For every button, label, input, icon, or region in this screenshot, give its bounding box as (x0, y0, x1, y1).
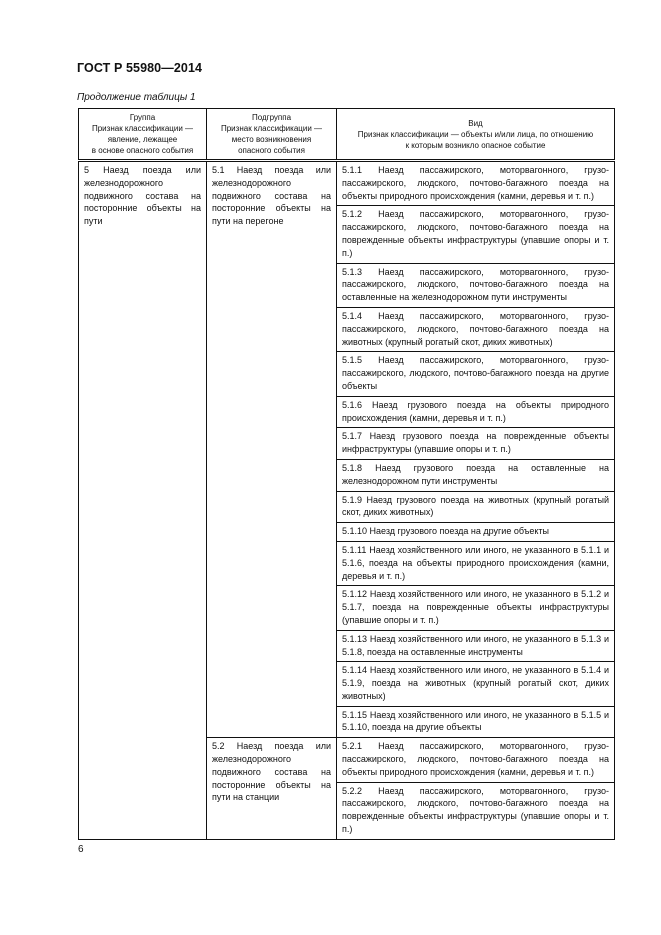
type-cell: 5.2.2 Наезд пассажирского, моторвагонного, грузо-пассажирского, людского, почтово-багажного поезда на поврежденные объекты инфраструктуры (упавшие опоры и т. п.) (337, 782, 615, 839)
type-cell: 5.1.2 Наезд пассажирского, моторвагонного, грузо-пассажирского, людского, почтово-багажного поезда на поврежденные объекты инфраструктуры (упавшие опоры и т. п.) (337, 206, 615, 263)
header-line: Признак классификации — (220, 124, 323, 133)
type-cell: 5.1.5 Наезд пассажирского, моторвагонного, грузо-пассажирского, людского, почтово-багажного поезда на другие объекты (337, 352, 615, 396)
header-line: к которым возникло опасное событие (405, 140, 546, 150)
subgroup-cell: 5.1 Наезд поезда или железнодорожного подвижного состава на посторонние объекты на пути на перегоне (207, 161, 337, 738)
type-cell: 5.1.11 Наезд хозяйственного или иного, не указанного в 5.1.1 и 5.1.6, поезда на объекты природного происхождения (камни, деревья и т. п.) (337, 541, 615, 585)
header-line: опасного события (238, 146, 305, 155)
header-line: Признак классификации — объекты и/или лица, по отношению (357, 129, 594, 139)
type-cell: 5.1.7 Наезд грузового поезда на поврежденные объекты инфраструктуры (упавшие опоры и т. п.) (337, 428, 615, 460)
header-type (337, 109, 615, 161)
table-continuation-label: Продолжение таблицы 1 (77, 92, 196, 103)
type-cell: 5.1.4 Наезд пассажирского, моторвагонного, грузо-пассажирского, людского, почтово-багажного поезда на животных (крупный рогатый скот, диких животных) (337, 307, 615, 351)
header-line: Подгруппа (251, 113, 292, 122)
type-cell: 5.1.12 Наезд хозяйственного или иного, не указанного в 5.1.2 и 5.1.7, поезда на поврежденные объекты инфраструктуры (упавшие опоры и т. п.) (337, 586, 615, 630)
type-cell: 5.1.14 Наезд хозяйственного или иного, не указанного в 5.1.4 и 5.1.9, поезда на животных (крупный рогатый скот, диких животных) (337, 662, 615, 706)
header-subgroup (207, 109, 337, 161)
type-cell: 5.1.10 Наезд грузового поезда на другие объекты (337, 523, 615, 542)
type-cell: 5.1.1 Наезд пассажирского, моторвагонного, грузо-пассажирского, людского, почтово-багажного поезда на объекты природного происхождения (камни, деревья и т. п.) (337, 161, 615, 206)
page-number: 6 (78, 844, 84, 855)
type-cell: 5.1.15 Наезд хозяйственного или иного, не указанного в 5.1.5 и 5.1.10, поезда на другие объекты (337, 706, 615, 738)
header-line: Группа (129, 113, 156, 122)
type-cell: 5.1.6 Наезд грузового поезда на объекты природного происхождения (камни, деревья и т. п.) (337, 396, 615, 428)
subgroup-cell: 5.2 Наезд поезда или железнодорожного подвижного состава на посторонние объекты на пути на станции (207, 738, 337, 840)
type-cell: 5.2.1 Наезд пассажирского, моторвагонного, грузо-пассажирского, людского, почтово-багажного поезда на объекты природного происхождения (камни, деревья и т. п.) (337, 738, 615, 782)
classification-table (78, 108, 615, 840)
type-cell: 5.1.3 Наезд пассажирского, моторвагонного, грузо-пассажирского, людского, почтово-багажного поезда на оставленные на железнодорожном пути инструменты (337, 263, 615, 307)
header-line: Вид (468, 118, 483, 128)
group-cell: 5 Наезд поезда или железнодорожного подвижного состава на посторонние объекты на пути (79, 161, 207, 840)
type-cell: 5.1.9 Наезд грузового поезда на животных (крупный рогатый скот, диких животных) (337, 491, 615, 523)
header-line: в основе опасного события (91, 146, 194, 155)
type-cell: 5.1.8 Наезд грузового поезда на оставленные на железнодорожном пути инструменты (337, 459, 615, 491)
header-line: место возникновения (231, 135, 312, 144)
header-group (79, 109, 207, 161)
document-title: ГОСТ Р 55980—2014 (77, 61, 203, 75)
type-cell: 5.1.13 Наезд хозяйственного или иного, не указанного в 5.1.3 и 5.1.8, поезда на оставленные инструменты (337, 630, 615, 662)
table-row (79, 161, 615, 206)
header-line: Признак классификации — (91, 124, 194, 133)
header-line: явление, лежащее (107, 135, 178, 144)
table-header-row (79, 109, 615, 161)
